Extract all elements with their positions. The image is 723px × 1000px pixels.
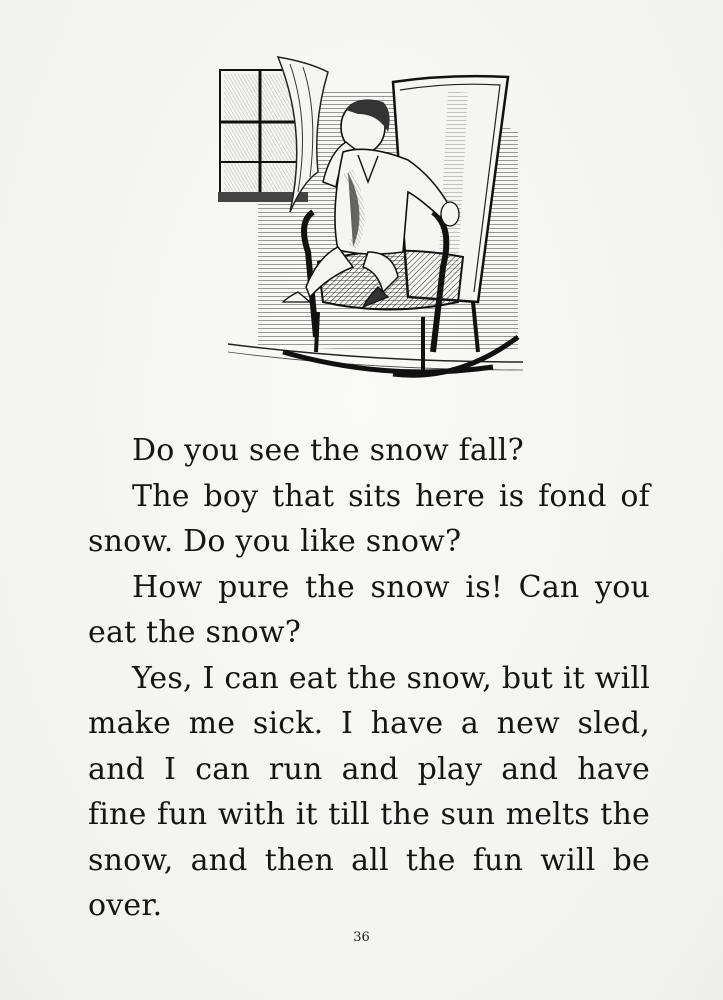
boy-in-rocking-chair-illustration	[218, 52, 528, 382]
story-text	[88, 428, 650, 929]
page-number: 36	[353, 930, 370, 945]
paragraph: Do you see the snow fall?	[132, 433, 524, 468]
engraving-image	[218, 52, 528, 382]
paragraph: The boy that sits here is fond of snow. Do you like snow?	[88, 478, 650, 559]
paragraph: How pure the snow is! Can you eat the snow?	[88, 569, 650, 650]
paragraph: Yes, I can eat the snow, but it will make me sick. I have a new sled, and I can run and play and have fine fun with it till the sun melts the snow, and then all the fun will be over.	[88, 660, 650, 923]
